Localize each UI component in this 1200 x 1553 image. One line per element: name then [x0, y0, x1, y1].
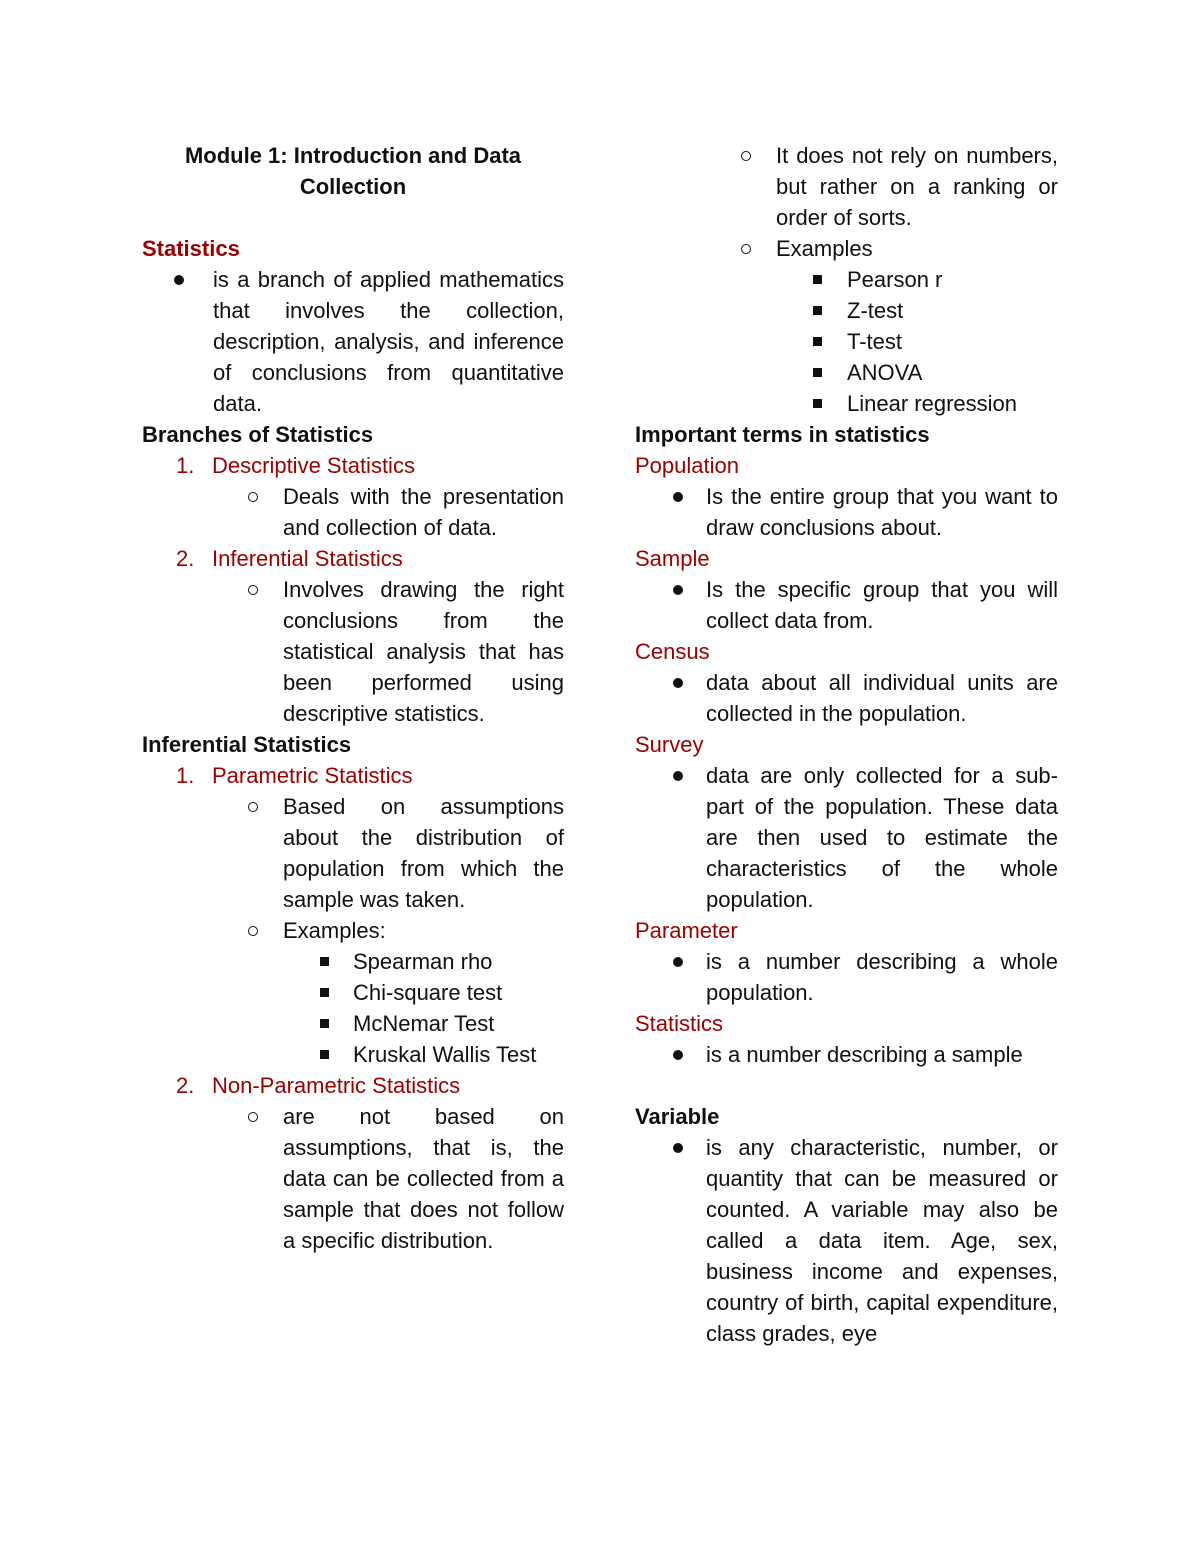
list-item — [635, 760, 1058, 915]
term-def: Is the specific group that you will collect data from. — [706, 577, 1058, 633]
list-item — [635, 667, 1058, 729]
example-item: Pearson r — [847, 267, 943, 292]
list-item — [635, 295, 1058, 326]
nonparametric-continued-list — [635, 140, 1058, 419]
inferential-list — [142, 760, 564, 1256]
list-item — [142, 1101, 564, 1256]
circle-bullet-icon — [248, 585, 258, 595]
list-item — [142, 574, 564, 729]
list-item — [635, 140, 1058, 233]
circle-bullet-icon — [248, 926, 258, 936]
variable-heading: Variable — [635, 1104, 720, 1129]
list-item — [635, 574, 1058, 636]
list-item — [635, 946, 1058, 1008]
circle-bullet-icon — [248, 802, 258, 812]
bullet-icon — [673, 1143, 683, 1153]
list-item — [142, 791, 564, 915]
list-item — [635, 233, 1058, 264]
example-item: McNemar Test — [353, 1011, 495, 1036]
example-item: Spearman rho — [353, 949, 493, 974]
square-bullet-icon — [320, 1019, 329, 1028]
square-bullet-icon — [320, 988, 329, 997]
branch-desc: Deals with the presentation and collection of data. — [283, 484, 564, 540]
branch-item-descriptive — [142, 450, 564, 481]
square-bullet-icon — [813, 399, 822, 408]
branch-item-inferential — [142, 543, 564, 574]
variable-def-list — [635, 1132, 1058, 1349]
list-item — [635, 357, 1058, 388]
term-def: data are only collected for a sub-part of the population. These data are then used to estimate the characteristics of the whole population. — [706, 763, 1058, 912]
bullet-icon — [673, 585, 683, 595]
examples-label: Examples: — [283, 918, 386, 943]
square-bullet-icon — [813, 337, 822, 346]
title-line-2: Collection — [299, 174, 407, 199]
parametric-item — [142, 760, 564, 791]
nonparametric-item — [142, 1070, 564, 1101]
list-item — [142, 915, 564, 946]
branch-label: Descriptive Statistics — [212, 453, 415, 478]
list-item — [142, 977, 564, 1008]
circle-bullet-icon — [741, 244, 751, 254]
example-item: T-test — [847, 329, 903, 354]
list-item — [142, 1008, 564, 1039]
list-item — [142, 946, 564, 977]
bullet-icon — [673, 492, 683, 502]
parametric-label: Parametric Statistics — [212, 763, 413, 788]
spacer — [635, 1070, 1058, 1101]
term-def-list — [635, 1039, 1058, 1070]
example-item: Linear regression — [847, 391, 1017, 416]
circle-bullet-icon — [248, 492, 258, 502]
statistics-def: is a branch of applied mathematics that involves the collection, description, analysis, and inference of conclusions from quantitative data. — [213, 267, 564, 416]
term-population: Population — [635, 453, 739, 478]
term-def-list — [635, 946, 1058, 1008]
square-bullet-icon — [813, 368, 822, 377]
list-item — [635, 388, 1058, 419]
example-item: ANOVA — [847, 360, 923, 385]
bullet-icon — [673, 771, 683, 781]
term-parameter: Parameter — [635, 918, 738, 943]
branches-heading: Branches of Statistics — [142, 422, 374, 447]
bullet-icon — [174, 275, 184, 285]
list-number: 1. — [176, 763, 195, 788]
statistics-def-list — [142, 264, 564, 419]
list-item — [635, 481, 1058, 543]
square-bullet-icon — [320, 1050, 329, 1059]
page-title — [142, 140, 564, 202]
bullet-icon — [673, 678, 683, 688]
term-survey: Survey — [635, 732, 704, 757]
examples-label: Examples — [776, 236, 873, 261]
bullet-icon — [673, 1050, 683, 1060]
inferential-heading: Inferential Statistics — [142, 732, 352, 757]
list-item — [142, 1039, 564, 1070]
term-def: data about all individual units are collected in the population. — [706, 670, 1058, 726]
term-statistics: Statistics — [635, 1011, 724, 1036]
list-item — [635, 326, 1058, 357]
term-def: Is the entire group that you want to draw conclusions about. — [706, 484, 1058, 540]
parametric-desc: Based on assumptions about the distribution of population from which the sample was taken. — [283, 794, 564, 912]
term-def-list — [635, 760, 1058, 915]
nonparametric-desc: are not based on assumptions, that is, the data can be collected from a sample that does not follow a specific distribution. — [283, 1104, 564, 1253]
branch-desc: Involves drawing the right conclusions from the statistical analysis that has been performed using descriptive statistics. — [283, 577, 564, 726]
bullet-icon — [673, 957, 683, 967]
square-bullet-icon — [813, 306, 822, 315]
example-item: Chi-square test — [353, 980, 503, 1005]
title-line-1: Module 1: Introduction and Data — [184, 143, 522, 168]
example-item: Kruskal Wallis Test — [353, 1042, 537, 1067]
list-number: 1. — [176, 453, 195, 478]
nonparametric-label: Non-Parametric Statistics — [212, 1073, 461, 1098]
branch-label: Inferential Statistics — [212, 546, 403, 571]
list-item — [142, 264, 564, 419]
term-def: is a number describing a sample — [706, 1042, 1023, 1067]
example-item: Z-test — [847, 298, 904, 323]
term-def-list — [635, 481, 1058, 543]
list-item — [142, 481, 564, 543]
branches-list — [142, 450, 564, 729]
term-sample: Sample — [635, 546, 710, 571]
term-def: is a number describing a whole population. — [706, 949, 1058, 1005]
circle-bullet-icon — [248, 1112, 258, 1122]
list-item — [635, 1039, 1058, 1070]
variable-def: is any characteristic, number, or quantity that can be measured or counted. A variable may also be called a data item. Age, sex, business income and expenses, country of birth, capital expenditure, class grades, eye — [706, 1135, 1058, 1346]
list-number: 2. — [176, 546, 195, 571]
term-census: Census — [635, 639, 710, 664]
statistics-heading: Statistics — [142, 236, 240, 261]
terms-heading: Important terms in statistics — [635, 422, 930, 447]
term-def-list — [635, 574, 1058, 636]
list-number: 2. — [176, 1073, 195, 1098]
square-bullet-icon — [813, 275, 822, 284]
list-item — [635, 264, 1058, 295]
right-column — [635, 140, 1058, 1349]
circle-bullet-icon — [741, 151, 751, 161]
term-def-list — [635, 667, 1058, 729]
square-bullet-icon — [320, 957, 329, 966]
nonparametric-cont: It does not rely on numbers, but rather on a ranking or order of sorts. — [776, 143, 1058, 230]
left-column — [142, 140, 564, 1256]
list-item — [635, 1132, 1058, 1349]
